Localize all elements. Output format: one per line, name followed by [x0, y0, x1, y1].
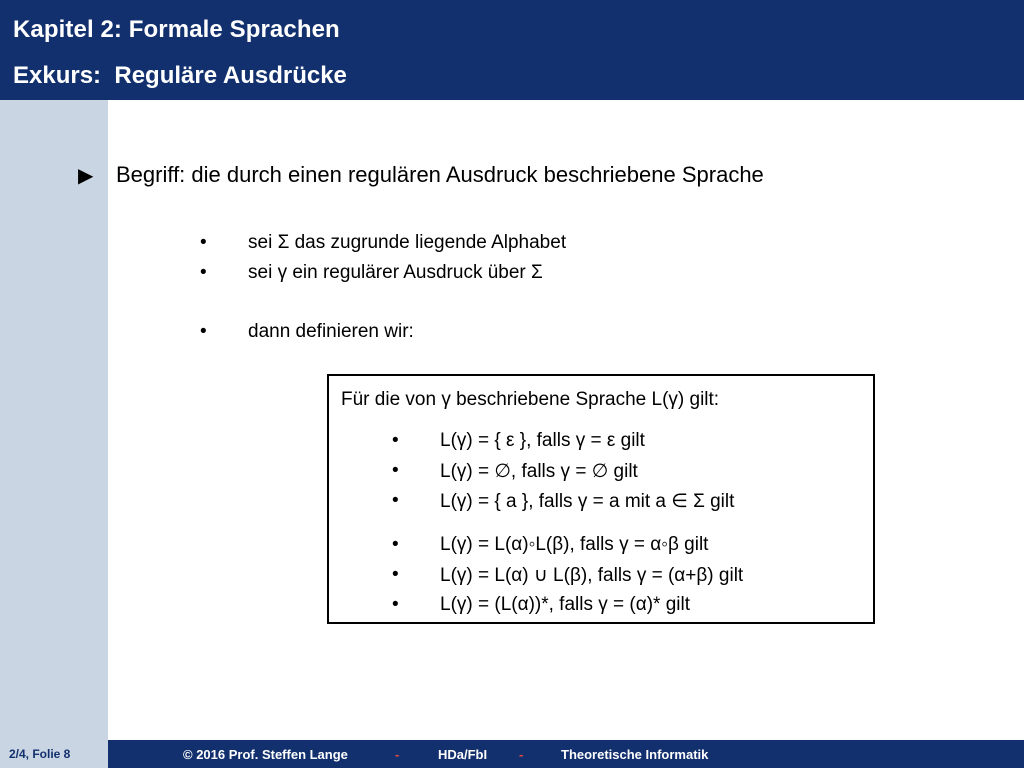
main-bullet-text: Begriff: die durch einen regulären Ausdruck beschriebene Sprache — [116, 162, 764, 187]
footer-bar — [0, 740, 1024, 768]
left-sidebar — [0, 100, 108, 740]
definition-text: L(γ) = L(α) ∪ L(β), falls γ = (α+β) gilt — [440, 565, 744, 586]
footer-course: Theoretische Informatik — [561, 747, 709, 762]
bullet-icon: • — [200, 232, 207, 253]
definition-box — [327, 374, 875, 624]
definition-text: L(γ) = (L(α))*, falls γ = (α)* gilt — [440, 594, 691, 615]
definition-text: L(γ) = { ε }, falls γ = ε gilt — [440, 430, 645, 451]
definition-text: L(γ) = L(α)◦L(β), falls γ = α◦β gilt — [440, 534, 709, 555]
bullet-icon: • — [200, 262, 207, 283]
bullet-icon: • — [392, 564, 399, 585]
slide-number: 2/4, Folie 8 — [9, 747, 71, 761]
main-bullet — [78, 162, 764, 188]
section-subtitle: Exkurs: Reguläre Ausdrücke — [13, 62, 347, 89]
footer-department: HDa/FbI — [438, 747, 488, 762]
bullet-icon: • — [200, 321, 207, 342]
bullet-icon: • — [392, 534, 399, 555]
triangle-right-icon: ▶ — [78, 165, 94, 187]
footer-separator: - — [519, 747, 524, 762]
bullet-icon: • — [392, 594, 399, 615]
definition-text: L(γ) = { a }, falls γ = a mit a ∈ Σ gilt — [440, 491, 735, 512]
bullet-icon: • — [392, 460, 399, 481]
bullet-icon: • — [392, 430, 399, 451]
footer-info-area — [108, 740, 1024, 768]
list-item-text: dann definieren wir: — [248, 321, 414, 342]
definition-title: Für die von γ beschriebene Sprache L(γ) gilt: — [341, 389, 720, 410]
footer-separator: - — [395, 747, 400, 762]
footer-copyright: © 2016 Prof. Steffen Lange — [183, 747, 348, 762]
list-item-text: sei Σ das zugrunde liegende Alphabet — [248, 232, 567, 253]
list-item-text: sei γ ein regulärer Ausdruck über Σ — [248, 262, 543, 283]
definition-text: L(γ) = ∅, falls γ = ∅ gilt — [440, 461, 638, 482]
footer-slide-number-area — [0, 740, 108, 768]
header-bar — [0, 0, 1024, 100]
bullet-icon: • — [392, 490, 399, 511]
chapter-title: Kapitel 2: Formale Sprachen — [13, 16, 340, 43]
